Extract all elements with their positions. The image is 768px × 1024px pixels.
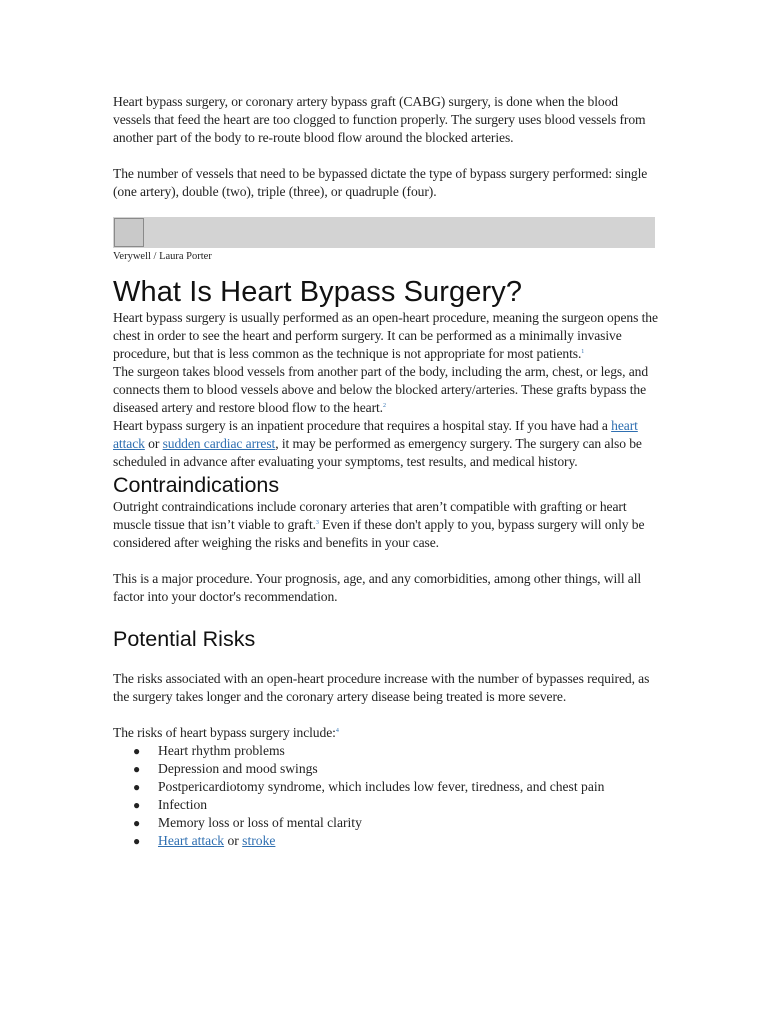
what-is-paragraph-3-text-b: or — [144, 436, 163, 451]
page-title: What Is Heart Bypass Surgery? — [113, 276, 523, 308]
broken-image-icon — [114, 218, 144, 247]
intro-paragraph-1: Heart bypass surgery, or coronary artery bypass graft (CABG) surgery, is done when the blood vessels that feed the heart are too clogged to function properly. The surgery uses blood vessels from another part of the body to re-route blood flow around the blocked arteries. — [113, 94, 646, 145]
list-item — [113, 832, 658, 850]
list-item-text: Infection — [158, 797, 208, 812]
sudden-cardiac-arrest-link[interactable]: sudden cardiac arrest — [162, 436, 276, 451]
contraindications-paragraph-1 — [113, 498, 658, 552]
heart-attack-list-link[interactable]: Heart attack — [158, 833, 225, 848]
bullet-icon: ● — [133, 780, 141, 794]
list-item-text: Depression and mood swings — [158, 761, 318, 776]
contraindications-paragraph-1-text-b: Even if these don't apply to you, bypass surgery will only be considered after weighing the risks and benefits in your case. — [113, 517, 645, 550]
bullet-icon: ● — [133, 798, 141, 812]
list-item — [113, 814, 658, 832]
bullet-icon: ● — [133, 834, 141, 848]
what-is-paragraph-2-text: The surgeon takes blood vessels from another part of the body, including the arm, chest, or legs, and connects them to blood vessels above and below the blocked artery/arteries. These grafts bypass the diseased artery and restore blood flow to the heart. — [113, 364, 649, 415]
contraindications-heading: Contraindications — [113, 473, 280, 497]
stroke-link[interactable]: stroke — [242, 833, 276, 848]
bullet-icon: ● — [133, 744, 141, 758]
citation-4[interactable]: 4 — [335, 728, 339, 734]
heart-attack-link[interactable]: heart attack — [113, 418, 638, 451]
article-body — [113, 93, 658, 850]
intro-paragraph-2: The number of vessels that need to be bypassed dictate the type of bypass surgery performed: single (one artery), double (two), triple (three), or quadruple (four). — [113, 166, 648, 199]
citation-2[interactable]: 2 — [382, 403, 386, 409]
contraindications-paragraph-2: This is a major procedure. Your prognosis, age, and any comorbidities, among other things, will all factor into your doctor's recommendation. — [113, 571, 642, 604]
what-is-paragraph-3 — [113, 417, 658, 471]
citation-1[interactable]: 1 — [581, 349, 585, 355]
risks-list — [113, 742, 658, 850]
list-item-text: Heart rhythm problems — [158, 743, 285, 758]
list-item — [113, 796, 658, 814]
risks-list-intro-text: The risks of heart bypass surgery include: — [113, 725, 336, 740]
risks-paragraph-1: The risks associated with an open-heart procedure increase with the number of bypasses required, as the surgery takes longer and the coronary artery disease being treated is more severe. — [113, 671, 650, 704]
bullet-icon: ● — [133, 762, 141, 776]
list-item-text: or — [224, 833, 243, 848]
list-item-text: Postpericardiotomy syndrome, which includes low fever, tiredness, and chest pain — [158, 779, 605, 794]
risks-list-intro — [113, 724, 658, 742]
contraindications-paragraph-1-text-a: Outright contraindications include coronary arteries that aren’t compatible with grafting or heart muscle tissue that isn’t viable to graft. — [113, 499, 627, 532]
potential-risks-heading: Potential Risks — [113, 627, 256, 651]
image-caption: Verywell / Laura Porter — [113, 251, 212, 262]
what-is-paragraph-3-text-a: Heart bypass surgery is an inpatient procedure that requires a hospital stay. If you have had a — [113, 418, 612, 433]
list-item — [113, 778, 658, 796]
what-is-paragraph-1 — [113, 309, 658, 363]
what-is-paragraph-2 — [113, 363, 658, 417]
list-item — [113, 760, 658, 778]
article-image — [113, 217, 655, 248]
what-is-paragraph-3-text-c: , it may be performed as emergency surgery. The surgery can also be scheduled in advance after evaluating your symptoms, test results, and medical history. — [113, 436, 642, 469]
bullet-icon: ● — [133, 816, 141, 830]
citation-3[interactable]: 3 — [315, 520, 319, 526]
list-item — [113, 742, 658, 760]
what-is-paragraph-1-text: Heart bypass surgery is usually performed as an open-heart procedure, meaning the surgeon opens the chest in order to see the heart and perform surgery. It can be performed as a minimally invasive procedure, but that is less common as the technique is not appropriate for most patients. — [113, 310, 658, 361]
list-item-text: Memory loss or loss of mental clarity — [158, 815, 362, 830]
